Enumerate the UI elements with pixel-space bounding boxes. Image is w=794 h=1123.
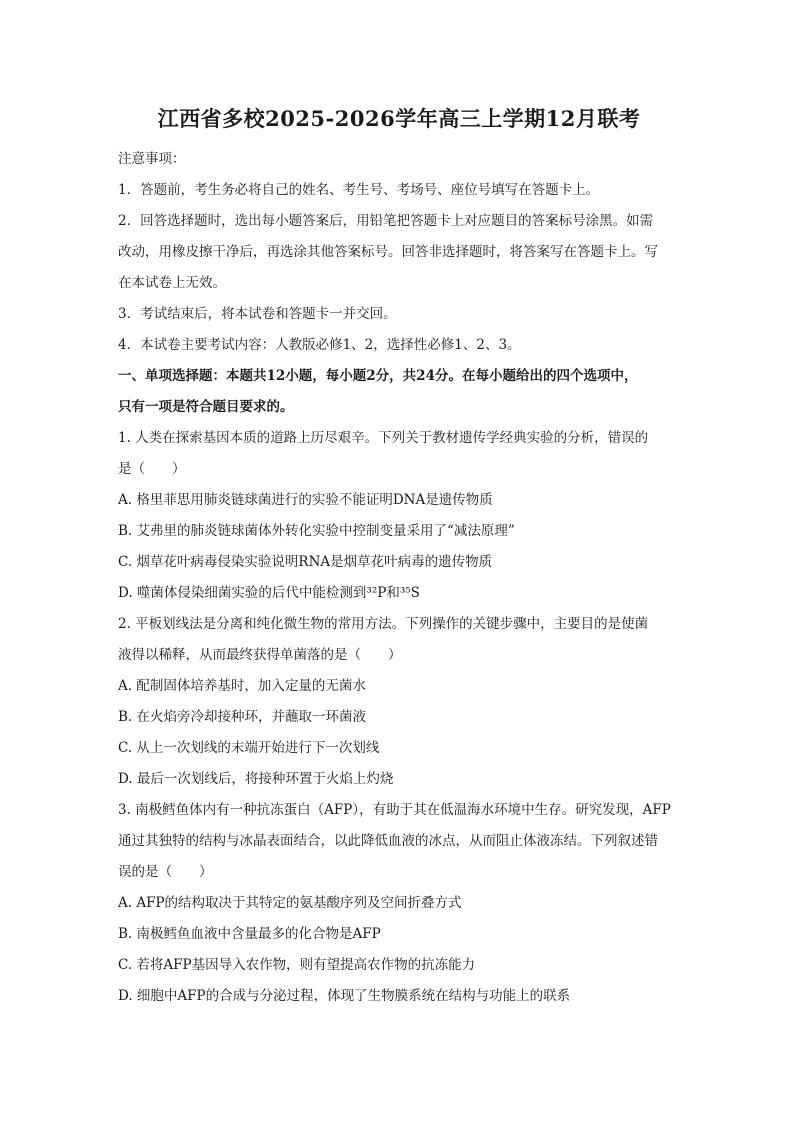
- question-stem-line: 1. 人类在探索基因本质的道路上历尽艰辛。下列关于教材遗传学经典实验的分析，错误的: [118, 430, 649, 446]
- option-d: D. 噬菌体侵染细菌实验的后代中能检测到³²P和³⁵S: [118, 585, 420, 601]
- question-1: [118, 423, 680, 609]
- option-d: D. 最后一次划线后，将接种环置于火焰上灼烧: [118, 771, 394, 787]
- notice-item-1: 1．答题前，考生务必将自己的姓名、考生号、考场号、座位号填写在答题卡上。: [118, 182, 600, 198]
- notice-item-4: 4．本试卷主要考试内容：人教版必修1、2，选择性必修1、2、3。: [118, 337, 521, 353]
- question-stem-line: 是（ ）: [118, 461, 186, 477]
- option-c: C. 若将AFP基因导入农作物，则有望提高农作物的抗冻能力: [118, 957, 476, 973]
- option-b: B. 在火焰旁冷却接种环，并蘸取一环菌液: [118, 709, 367, 725]
- option-a: A. 格里菲思用肺炎链球菌进行的实验不能证明DNA是遗传物质: [118, 492, 493, 508]
- notice-heading: 注意事项：: [118, 151, 186, 167]
- section-heading-line-2: 只有一项是符合题目要求的。: [118, 399, 294, 415]
- question-stem-line: 液得以稀释，从而最终获得单菌落的是（ ）: [118, 647, 402, 663]
- section-heading-line-1: 一、单项选择题：本题共12小题，每小题2分，共24分。在每小题给出的四个选项中，: [118, 368, 638, 384]
- notice-item-2-line-2: 改动，用橡皮擦干净后，再选涂其他答案标号。回答非选择题时，将答案写在答题卡上。写: [118, 244, 658, 260]
- question-2: [118, 609, 680, 795]
- option-c: C. 烟草花叶病毒侵染实验说明RNA是烟草花叶病毒的遗传物质: [118, 554, 493, 570]
- notice-item-2-line-1: 2．回答选择题时，选出每小题答案后，用铅笔把答题卡上对应题目的答案标号涂黑。如需: [118, 213, 654, 229]
- question-stem-line: 3. 南极鳕鱼体内有一种抗冻蛋白（AFP），有助于其在低温海水环境中生存。研究发现，AFP: [118, 802, 671, 818]
- question-3: [118, 795, 680, 1012]
- option-b: B. 艾弗里的肺炎链球菌体外转化实验中控制变量采用了“减法原理”: [118, 523, 515, 539]
- question-stem-line: 误的是（ ）: [118, 864, 213, 880]
- exam-page: [118, 104, 680, 1012]
- option-c: C. 从上一次划线的末端开始进行下一次划线: [118, 740, 380, 756]
- option-b: B. 南极鳕鱼血液中含量最多的化合物是AFP: [118, 926, 381, 942]
- notice-item-2-line-3: 在本试卷上无效。: [118, 275, 226, 291]
- option-d: D. 细胞中AFP的合成与分泌过程，体现了生物膜系统在结构与功能上的联系: [118, 988, 571, 1004]
- notice-item-3: 3．考试结束后，将本试卷和答题卡一并交回。: [118, 306, 397, 322]
- exam-title: 江西省多校2025-2026学年高三上学期12月联考: [157, 106, 641, 131]
- question-stem-line: 通过其独特的结构与冰晶表面结合，以此降低血液的冰点，从而阻止体液冻结。下列叙述错: [118, 833, 658, 849]
- question-stem-line: 2. 平板划线法是分离和纯化微生物的常用方法。下列操作的关键步骤中，主要目的是使菌: [118, 616, 649, 632]
- option-a: A. AFP的结构取决于其特定的氨基酸序列及空间折叠方式: [118, 895, 462, 911]
- option-a: A. 配制固体培养基时，加入定量的无菌水: [118, 678, 366, 694]
